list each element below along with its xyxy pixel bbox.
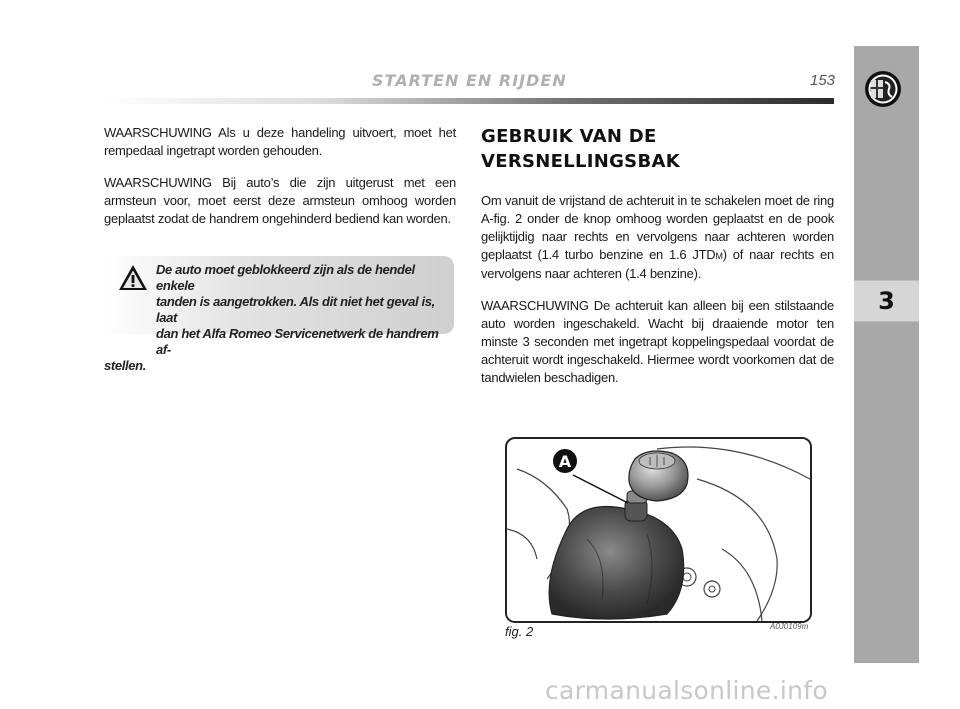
warning-text bbox=[104, 262, 447, 374]
header-title: STARTEN EN RIJDEN bbox=[372, 71, 567, 90]
section-title-line: GEBRUIK VAN DE bbox=[481, 126, 657, 147]
gear-lever-illustration bbox=[507, 439, 810, 621]
right-column bbox=[481, 124, 834, 401]
paragraph: WAARSCHUWING Bij auto’s die zijn uitgerust met een armsteun voor, moet eerst deze armsteun omhoog worden geplaatst zodat de handrem ongehinderd bediend kan worden. bbox=[104, 175, 456, 226]
section-title bbox=[481, 124, 834, 174]
chapter-tab[interactable]: 3 bbox=[854, 280, 919, 322]
warning-line: dan het Alfa Romeo Servicenetwerk de handrem af- bbox=[156, 326, 439, 357]
paragraph: WAARSCHUWING De achteruit kan alleen bij een stilstaande auto worden ingeschakeld. Wacht bij draaiende motor ten minste 3 seconden met ingetrapt koppelingspedaal voordat de achteruit wordt ingeschakeld. Hiermee wordt voorkomen dat de tandwielen beschadigen. bbox=[481, 298, 834, 385]
paragraph-text: ) of naar rechts en vervolgens naar achteren (1.4 benzine). bbox=[481, 247, 835, 281]
subscript-text: M bbox=[715, 251, 723, 261]
warning-line: tanden is aangetrokken. Als dit niet het geval is, laat bbox=[156, 294, 435, 325]
header-rule bbox=[104, 98, 834, 104]
watermark: carmanualsonline.info bbox=[545, 676, 828, 705]
page-number: 153 bbox=[810, 72, 836, 89]
section-title-line: VERSNELLINGSBAK bbox=[481, 151, 680, 172]
paragraph-text: Om vanuit de vrijstand de achteruit in te schakelen moet de ring A-fig. 2 onder de knop omhoog worden geplaatst en de pook gelijktijdig naar rechts en vervolgens naar achteren worden geplaatst (1.4 turbo benzine en 1.6 JTD bbox=[481, 193, 834, 262]
left-column bbox=[104, 124, 456, 242]
figure-caption: fig. 2 bbox=[505, 624, 534, 639]
chapter-sidebar bbox=[854, 46, 919, 663]
warning-line: stellen. bbox=[104, 358, 146, 373]
figure-code: A0J0109m bbox=[770, 622, 809, 631]
warning-box bbox=[104, 256, 454, 373]
gear-lever-figure bbox=[505, 437, 812, 623]
warning-line: De auto moet geblokkeerd zijn als de hendel enkele bbox=[156, 262, 415, 293]
paragraph: WAARSCHUWING Als u deze handeling uitvoert, moet het rempedaal ingetrapt worden gehouden. bbox=[104, 125, 456, 158]
alfa-romeo-logo-icon bbox=[864, 70, 902, 108]
paragraph bbox=[481, 192, 834, 283]
figure-marker-label: A bbox=[558, 452, 572, 471]
